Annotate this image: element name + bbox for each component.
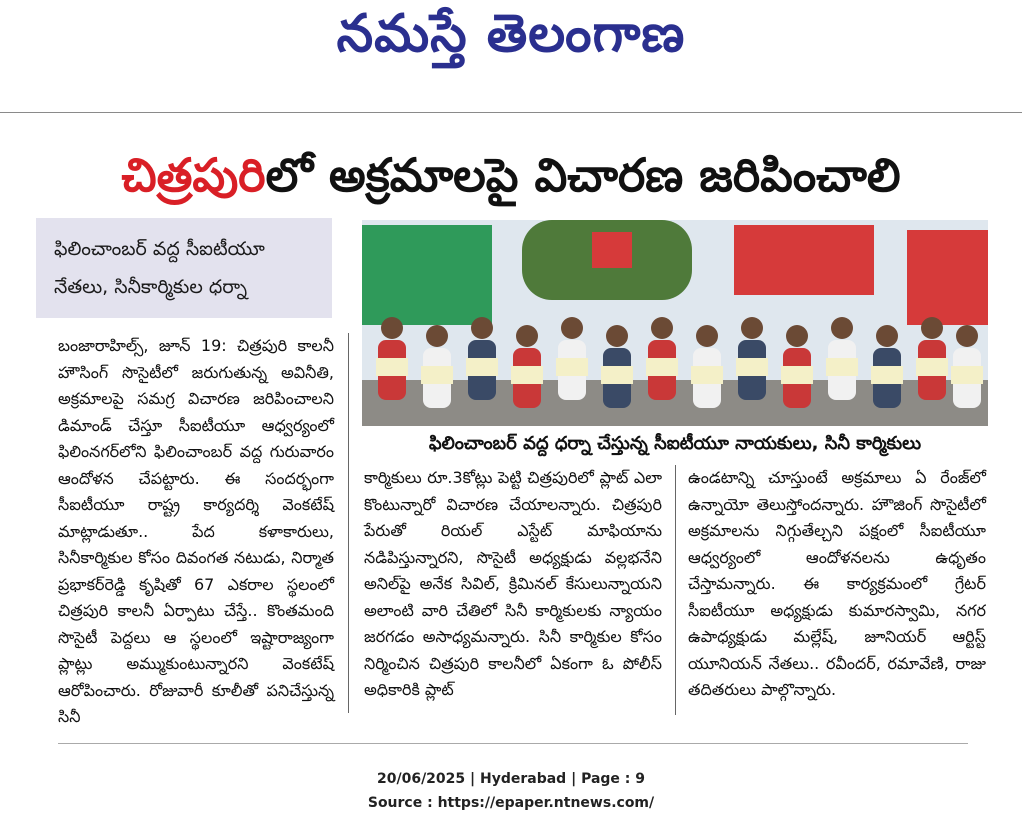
protester-head: [876, 325, 898, 347]
placard: [466, 358, 498, 376]
column-divider-2: [675, 465, 676, 715]
placard: [871, 366, 903, 384]
article-column-2: [364, 465, 662, 704]
protester-head: [741, 317, 763, 339]
placard: [421, 366, 453, 384]
placard: [951, 366, 983, 384]
masthead: [0, 0, 1022, 80]
protester-head: [561, 317, 583, 339]
placard: [376, 358, 408, 376]
article-text-col1: బంజారాహిల్స్, జూన్ 19: చిత్రపురి కాలనీ హౌసింగ్ సొసైటీలో జరుగుతున్న అవినీతి, అక్రమాలపై సమగ్ర విచారణ జరిపించాలని డిమాండ్ చేస్తూ సీఐటీయూ ఆధ్వర్యంలో ఫిలింనగర్‌లోని ఫిలించాంబర్ వద్ద గురువారం ఆందోళన చేపట్టారు. ఈ సందర్భంగా సీఐటీయూ రాష్ట్ర కార్యదర్శి వెంకటేష్ మాట్లాడుతూ.. పేద కళాకారులు, సినీకార్మికుల కోసం దివంగత నటుడు, నిర్మాత ప్రభాకర్‌రెడ్డి కృషితో 67 ఎకరాల స్థలంలో చిత్రపురి కాలనీ ఏర్పాటు చేస్తే.. కొంతమంది సొసైటీ పెద్దలు ఆ స్థలంలో ఇష్టారాజ్యంగా ప్లాట్లు అమ్ముకుంటున్నారని వెంకటేష్ ఆరోపించారు. రోజువారీ కూలీతో పనిచేస్తున్న సినీ: [58, 336, 334, 726]
subheadline-line-1: ఫిలించాంబర్ వద్ద సీఐటీయూ: [54, 238, 265, 260]
article-column-3: [688, 465, 986, 704]
placard: [511, 366, 543, 384]
protester-head: [606, 325, 628, 347]
protest-photo-illustration: [362, 220, 988, 426]
article-text-col3: ఉండటాన్ని చూస్తుంటే అక్రమాలు ఏ రేంజ్‌లో ఉన్నాయో తెలుస్తోందన్నారు. హౌజింగ్ సొసైటీలో అక్రమాలను నిగ్గుతేల్చని పక్షంలో సీఐటీయూ ఆధ్వర్యంలో ఆందోళనలను ఉధృతం చేస్తామన్నారు. ఈ కార్యక్రమంలో గ్రేటర్ సీఐటీయూ అధ్యక్షుడు కుమారస్వామి, నగర ఉపాధ్యక్షుడు మల్లేష్, జూనియర్ ఆర్టిస్ట్ యూనియన్ నేతలు.. రవీందర్, రమావేణి, రాజు తదితరులు పాల్గొన్నారు.: [688, 468, 986, 699]
protester-head: [696, 325, 718, 347]
headline-highlight: చిత్రపురి: [121, 148, 266, 202]
footer-source-link[interactable]: Source : https://epaper.ntnews.com/: [367, 795, 655, 811]
article-column-1: [58, 333, 334, 731]
placard: [916, 358, 948, 376]
headline-rest: లో అక్రమాలపై విచారణ జరిపించాలి: [265, 148, 901, 202]
placard: [691, 366, 723, 384]
placard: [781, 366, 813, 384]
placard: [556, 358, 588, 376]
subheadline-box: [36, 218, 332, 318]
protester-head: [426, 325, 448, 347]
placard: [826, 358, 858, 376]
protester-head: [516, 325, 538, 347]
placard: [736, 358, 768, 376]
placard: [646, 358, 678, 376]
footer-divider: [58, 743, 968, 744]
masthead-divider: [0, 112, 1022, 113]
column-divider-1: [348, 333, 349, 713]
article-headline: [0, 140, 1022, 210]
protester-head: [381, 317, 403, 339]
placard: [601, 366, 633, 384]
protester-head: [786, 325, 808, 347]
footer-date-line: 20/06/2025 | Hyderabad | Page : 9: [376, 771, 646, 787]
protester-head: [651, 317, 673, 339]
photo-caption: ఫిలించాంబర్ వద్ద ధర్నా చేస్తున్న సీఐటీయూ నాయకులు, సినీ కార్మికులు: [428, 433, 922, 454]
protester-head: [831, 317, 853, 339]
protester-head: [956, 325, 978, 347]
article-text-col2: కార్మికులు రూ.3కోట్లు పెట్టి చిత్రపురిలో ప్లాట్ ఎలా కొంటున్నారో విచారణ చేయాలన్నారు. చిత్రపురి పేరుతో రియల్ ఎస్టేట్ మాఫియాను నడిపిస్తున్నారని, సొసైటీ అధ్యక్షుడు వల్లభనేని అనిల్‌పై అనేక సివిల్, క్రిమినల్ కేసులున్నాయని అలాంటి వారి చేతిలో సినీ కార్మికులకు న్యాయం జరగడం అసాధ్యమన్నారు. సినీ కార్మికుల కోసం నిర్మించిన చిత్రపురి కాలనీలో ఏకంగా ఓ పోలీస్ అధికారికి ప్లాట్: [364, 468, 662, 699]
protester-head: [921, 317, 943, 339]
news-photo: [362, 220, 988, 426]
newspaper-title: నమస్తే తెలంగాణ: [336, 4, 686, 64]
protester-head: [471, 317, 493, 339]
subheadline-line-2: నేతలు, సినీకార్మికుల ధర్నా: [54, 276, 248, 298]
